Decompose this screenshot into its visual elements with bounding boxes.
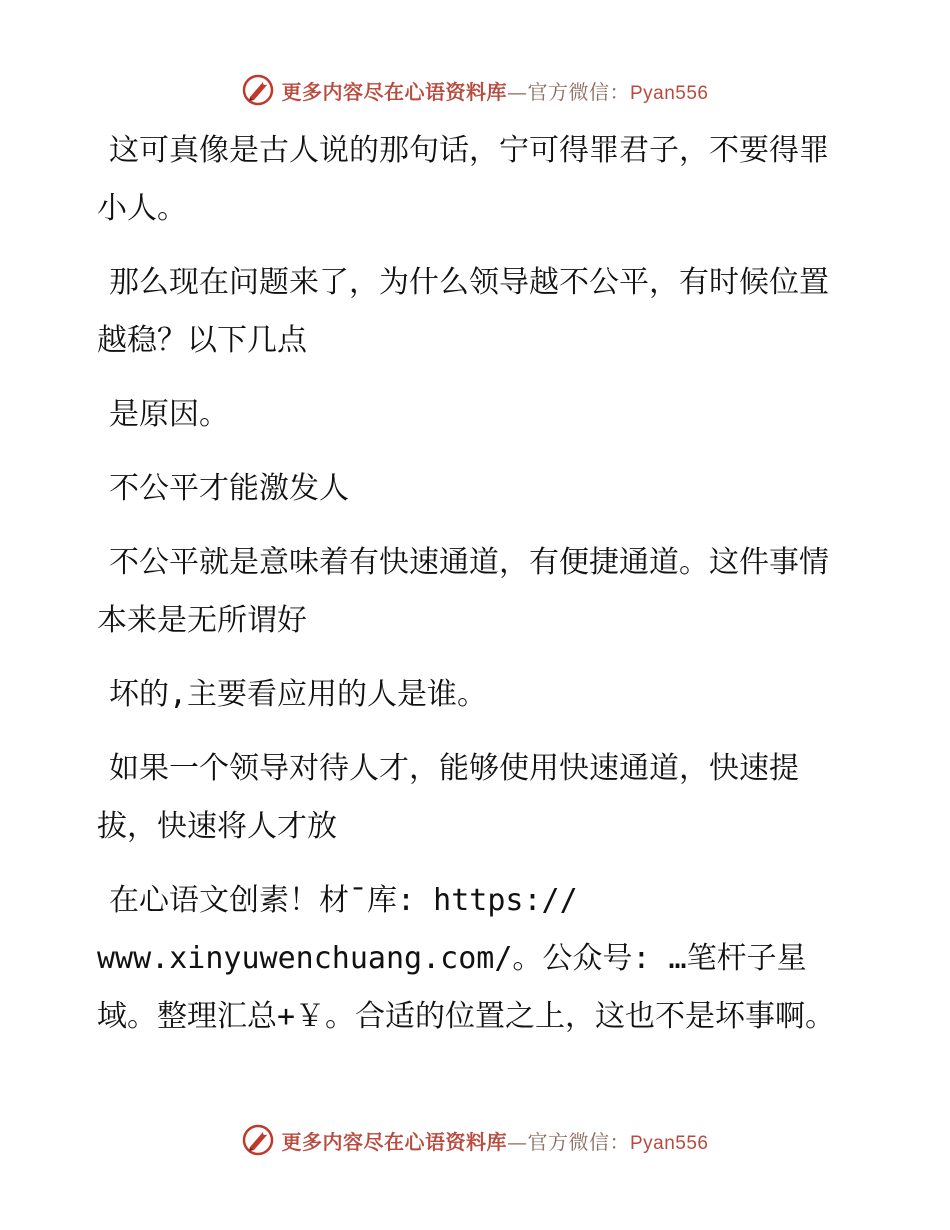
paragraph-6: 坏的,主要看应用的人是谁。 — [109, 677, 488, 712]
footer-brand: 更多内容尽在心语资料库 — [281, 1129, 507, 1154]
header-banner — [0, 70, 950, 110]
header-separator: — — [506, 79, 528, 104]
footer-wechat-id: Pyan556 — [629, 1132, 709, 1154]
paragraph-7: 如果一个领导对待人才，能够使用快速通道，快速提拔，快速将人才放 — [97, 751, 799, 844]
paragraph-3: 是原因。 — [109, 397, 229, 432]
footer-banner-content — [241, 1123, 708, 1157]
pen-logo-icon — [241, 73, 275, 107]
pen-logo-icon — [241, 1123, 275, 1157]
paragraph-8: 在心语文创素！材¯库: https:// — [109, 883, 578, 918]
header-wechat-id: Pyan556 — [629, 82, 709, 104]
footer-banner — [0, 1120, 950, 1160]
paragraph-1: 这可真像是古人说的那句话，宁可得罪君子，不要得罪小人。 — [97, 133, 829, 226]
header-brand: 更多内容尽在心语资料库 — [281, 79, 507, 104]
paragraph-4: 不公平才能激发人 — [109, 471, 349, 506]
paragraph-5: 不公平就是意味着有快速通道，有便捷通道。这件事情本来是无所谓好 — [97, 545, 829, 638]
footer-separator: — — [506, 1129, 528, 1154]
paragraph-9: www.xinyuwenchuang.com/。公众号: …笔杆子星域。整理汇总+￥。合适的位置之上，这也不是坏事啊。 — [97, 941, 836, 1034]
header-banner-content — [241, 73, 708, 107]
footer-banner-text — [281, 1126, 708, 1155]
document-body — [97, 122, 837, 1062]
paragraph-2: 那么现在问题来了，为什么领导越不公平，有时候位置越稳？以下几点 — [97, 265, 829, 358]
footer-wechat-label: 官方微信： — [527, 1129, 630, 1154]
header-banner-text — [281, 76, 708, 105]
header-wechat-label: 官方微信： — [527, 79, 630, 104]
